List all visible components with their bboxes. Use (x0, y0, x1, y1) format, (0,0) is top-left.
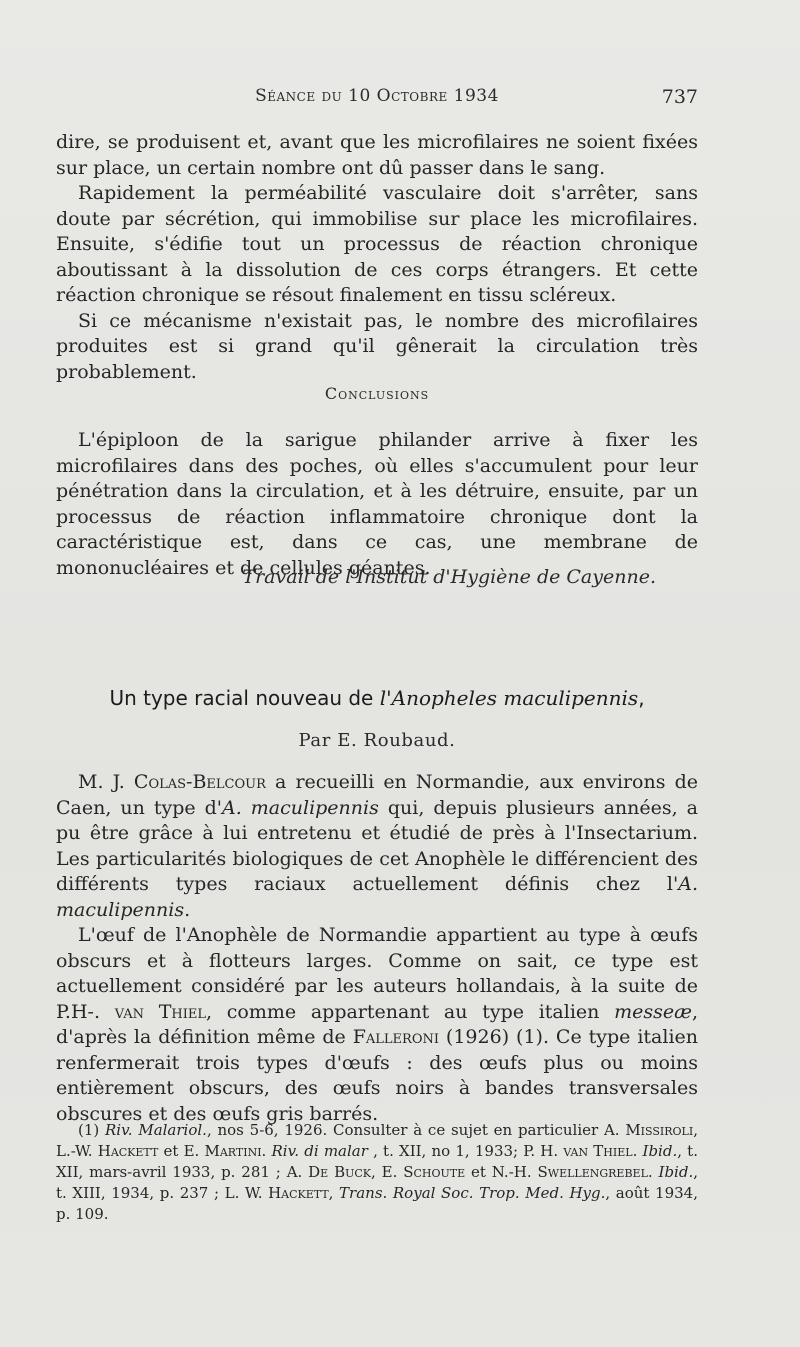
text-run: . (184, 898, 191, 921)
citation-title: Riv. Malariol. (105, 1121, 207, 1139)
text-run: . (647, 1163, 659, 1181)
text-run: M. J. (78, 771, 134, 793)
text-run: , (328, 1184, 340, 1202)
article-title (56, 686, 698, 710)
author-name: Missiroli (625, 1121, 694, 1139)
text-run: , comme appartenant au type italien (206, 1000, 615, 1023)
footnote (56, 1120, 698, 1225)
section-continuation (56, 130, 698, 385)
citation-title: Trans. Royal Soc. Trop. Med. Hyg. (339, 1184, 606, 1202)
header-title: Séance du 10 Octobre 1934 (255, 86, 499, 106)
author-name: Schoute (403, 1163, 466, 1181)
text-run: (1926) (1). Ce type italien renfermerait trois types d'œufs : des œufs plus ou moins entièrement obscurs, des œufs noirs à bandes transversales obscures et des œufs gris barrés. (56, 1026, 698, 1125)
author-name: Hackett (97, 1142, 159, 1160)
author-name: De Buck (308, 1163, 371, 1181)
article-author: Par E. Roubaud. (298, 730, 456, 751)
text-run: et E. (158, 1142, 205, 1160)
species-name: A. maculipennis (56, 873, 698, 921)
conclusions-paragraph: L'épiploon de la sarigue philander arrive à fixer les microfilaires dans des poches, où elles s'accumulent pour leur pénétration dans la circulation, et à les détruire, ensuite, par un processus de réaction inflammatoire chronique dont la caractéristique est, dans ce cas, une membrane de mononucléaires et de cellules géantes. (56, 429, 698, 579)
author-name: Colas-Belcour (133, 771, 266, 793)
text-run: , d'après la définition même de (56, 1000, 699, 1048)
text-run: et N.-H. (465, 1163, 538, 1181)
species-name: messeæ (614, 1000, 692, 1023)
citation-title: Ibid. (658, 1163, 694, 1181)
title-prefix: Un type racial nouveau de (109, 686, 380, 710)
text-run: a recueilli en Normandie, aux environs de Caen, un type d' (56, 771, 698, 819)
text-run: , nos 5-6, 1926. Consulter à ce sujet en particulier A. (206, 1121, 626, 1139)
footnote-marker: (1) (78, 1121, 106, 1139)
paragraph: Si ce mécanisme n'existait pas, le nombre des microfilaires produites est si grand qu'il gênerait la circulation très probablement. (56, 309, 698, 383)
citation-title: Ibid. (642, 1142, 678, 1160)
text-run: . (261, 1142, 272, 1160)
paragraph: dire, se produisent et, avant que les microfilaires ne soient fixées sur place, un certain nombre ont dû passer dans le sang. (56, 131, 698, 179)
conclusions-heading: Conclusions (324, 384, 430, 403)
species-name: A. maculipennis (222, 796, 379, 819)
text-run: L'œuf de l'Anophèle de Normandie appartient au type à œufs obscurs et à flotteurs larges. Comme on sait, ce type est actuellement considéré par les auteurs hollandais, à la suite de P.H-. (56, 924, 698, 1023)
article-paragraph (56, 923, 698, 1127)
text-run: , E. (371, 1163, 404, 1181)
author-name: Falleroni (352, 1026, 439, 1048)
author-name: Martini (204, 1142, 262, 1160)
conclusions-section (56, 428, 698, 581)
paragraph: Rapidement la perméabilité vasculaire doit s'arrêter, sans doute par sécrétion, qui immobilise sur place les microfilaires. Ensuite, s'édifie tout un processus de réaction chronique aboutissant à la dissolution de ces corps étrangers. Et cette réaction chronique se résout finalement en tissu scléreux. (56, 182, 698, 306)
title-species: l'Anopheles maculipennis (379, 686, 639, 710)
text-run: , t. XII, mars-avril 1933, p. 281 ; A. (56, 1142, 698, 1181)
author-name: van Thiel (114, 1000, 206, 1023)
text-run: , août 1934, p. 109. (56, 1184, 698, 1223)
footnote-paragraph (56, 1120, 698, 1225)
author-name: Swellengrebel (537, 1163, 648, 1181)
article-paragraph (56, 770, 698, 923)
text-run: , t. XII, no 1, 1933; P. H. (367, 1142, 564, 1160)
text-run: . (632, 1142, 643, 1160)
text-run: , L.-W. (56, 1121, 698, 1160)
page-number: 737 (661, 86, 698, 108)
running-header (56, 86, 698, 116)
author-name: Hackett (268, 1184, 329, 1202)
text-run: qui, depuis plusieurs années, a pu être grâce à lui entretenu et étudié de près à l'Insectarium. Les particularités biologiques de cet Anophèle le différencient des différents types raciaux actuellement définis chez l' (56, 796, 699, 895)
title-suffix: , (638, 686, 645, 710)
text-run: , t. XIII, 1934, p. 237 ; L. W. (56, 1163, 698, 1202)
author-name: van Thiel (563, 1142, 633, 1160)
institution-signature: Travail de l'Institut d'Hygiène de Cayenne. (242, 566, 656, 588)
citation-title: Riv. di malar (271, 1142, 368, 1160)
article-body (56, 770, 698, 1127)
